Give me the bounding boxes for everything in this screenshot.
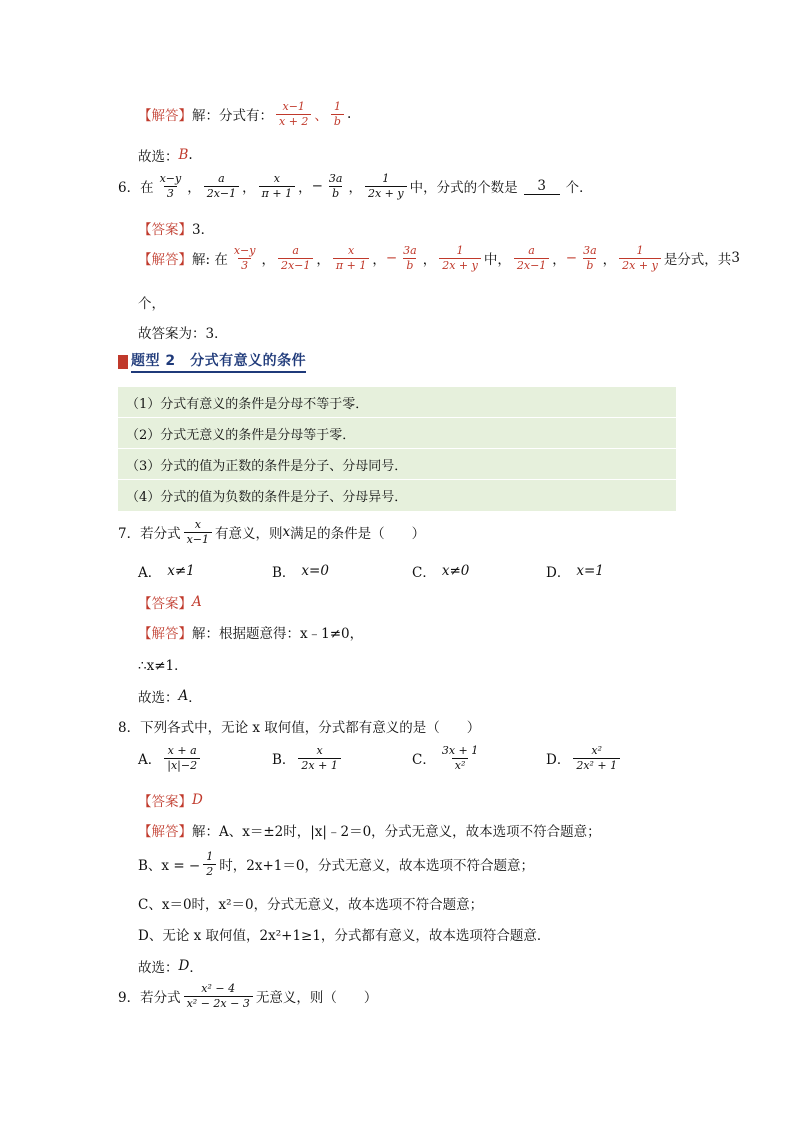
- q8-jieda-b: B、x = − $\frac{1}{2}$ 时，2x+1＝0，分式无意义，故本选项不符合题意；: [138, 850, 534, 878]
- fraction: $\frac{x}{2x + 1}$: [298, 744, 340, 773]
- fraction: $\frac{a}{2x-1}$: [204, 172, 239, 201]
- q9-stem: 9．若分式 $\frac{\text{x² − 4}}{\text{x² − 2x − 3}}$ 无意义，则（ ）: [118, 982, 378, 1010]
- q8-guxuan: 故选： D ．: [138, 958, 203, 976]
- rules-box: [118, 387, 676, 511]
- answer-blank: 3: [524, 178, 560, 195]
- fraction: $\frac{\text{x²}}{\text{2x² + 1}}$: [573, 744, 620, 773]
- fraction: $\frac{1}{2x + y}$: [365, 172, 407, 201]
- q7-option-c: C． x≠0: [412, 563, 470, 581]
- fraction: $\frac{1}{2x + y}$: [619, 244, 661, 273]
- fraction: $\frac{x}{\pi + 1}$: [259, 172, 295, 201]
- fraction: $\frac{x-y}{3}$: [159, 172, 182, 200]
- q7-option-d: D． x=1: [546, 563, 604, 581]
- q7-option-b: B． x=0: [272, 563, 329, 581]
- fraction: $\frac{1}{2}$: [203, 850, 216, 879]
- q8-option-b: B． $\frac{x}{2x + 1}$: [272, 744, 344, 773]
- q7-option-a: A． x≠1: [138, 563, 195, 581]
- q8-jieda-a: 【解答】 解：A、x＝±2时，|x|﹣2＝0，分式无意义，故本选项不符合题意；: [138, 824, 601, 840]
- q8-stem: 8．下列各式中，无论 x 取何值，分式都有意义的是（ ）: [118, 720, 481, 736]
- q7-jieda: 【解答】 解：根据题意得：x﹣1≠0，: [138, 626, 364, 642]
- q6-final: 故答案为：3．: [138, 326, 228, 342]
- rule-item: （4）分式的值为负数的条件是分子、分母异号．: [126, 490, 408, 505]
- fraction: $\frac{3x + 1}{\text{x²}}$: [441, 744, 479, 772]
- q8-answer: 【答案】 D: [138, 792, 203, 810]
- q5-jieda-line: 【解答】 解：分式有： $\frac{x-1}{x + 2}$ 、 $\frac{1}{b}$ .: [138, 100, 352, 128]
- q6-jieda-line2: 个，: [138, 296, 165, 312]
- fraction: $\frac{x-1}{x + 2}$: [276, 100, 311, 129]
- fraction: $\frac{1}{b}$: [331, 100, 344, 129]
- q7-guxuan: 故选： A ．: [138, 688, 202, 706]
- q8-option-a: A． $\frac{x + a}{|x|-2}$: [138, 744, 203, 773]
- rule-item: （3）分式的值为正数的条件是分子、分母同号．: [118, 449, 676, 480]
- fraction: $\frac{3a}{b}$: [583, 244, 597, 272]
- fraction: $\frac{a}{2x-1}$: [278, 244, 313, 273]
- q7-stem: 7．若分式 $\frac{x}{x-1}$ 有意义，则 x 满足的条件是（ ）: [118, 518, 426, 546]
- jieda-label: 【解答】: [138, 108, 192, 125]
- jieda-text: 解：分式有：: [192, 108, 273, 125]
- q8-jieda-c: C、x＝0时，x²＝0，分式无意义，故本选项不符合题意；: [138, 897, 484, 913]
- q7-answer: 【答案】 A: [138, 594, 202, 612]
- q8-option-d: D． $\frac{\text{x²}}{\text{2x² + 1}}$: [546, 744, 623, 773]
- q8-jieda-d: D、无论 x 取何值，2x²+1≥1，分式都有意义，故本选项符合题意．: [138, 928, 551, 944]
- fraction: $\frac{3a}{b}$: [403, 244, 417, 272]
- fraction: $\frac{1}{2x + y}$: [439, 244, 481, 273]
- fraction: $\frac{3a}{b}$: [328, 172, 343, 200]
- q6-answer: 【答案】 3．: [138, 222, 215, 238]
- fraction: $\frac{x}{x-1}$: [184, 518, 212, 547]
- fraction: $\frac{x + a}{|x|-2}$: [164, 744, 200, 773]
- fraction: $\frac{x}{\pi + 1}$: [333, 244, 369, 273]
- q8-option-c: C． $\frac{3x + 1}{\text{x²}}$: [412, 744, 484, 773]
- fraction: $\frac{a}{2x-1}$: [514, 244, 549, 273]
- fraction: $\frac{\text{x² − 4}}{\text{x² − 2x − 3}}$: [184, 982, 253, 1011]
- q6-jieda-line: 【解答】 解: 在 $\frac{x-y}{3}$ ， $\frac{a}{2x-1}$ ， $\frac{x}{\pi + 1}$ ， − $\frac{3a}{b}$ ， $\frac{1}{2x + y}$ 中， $\frac{a}{2x-1}$ ， − $\frac{3a}{b}$ ， $\frac{1}{2x + y}$ 是分式，共 3: [138, 244, 740, 272]
- heading-marker: [118, 355, 128, 369]
- rule-item: （1）分式有意义的条件是分母不等于零．: [118, 387, 676, 418]
- rule-item: （2）分式无意义的条件是分母等于零．: [118, 418, 676, 449]
- q6-stem: 6．在 $\frac{x-y}{3}$ ， $\frac{a}{2x-1}$ ， $\frac{x}{\pi + 1}$ ， − $\frac{3a}{b}$ ， $\frac{1}{2x + y}$ 中，分式的个数是 3 个．: [118, 172, 593, 200]
- heading-title: 题型 2 分式有意义的条件: [131, 350, 306, 373]
- section-heading: [118, 350, 306, 373]
- q5-guxuan: 故选： B .: [138, 147, 193, 165]
- fraction: $\frac{x-y}{3}$: [233, 244, 256, 272]
- q7-therefore: ∴x≠1．: [138, 658, 188, 674]
